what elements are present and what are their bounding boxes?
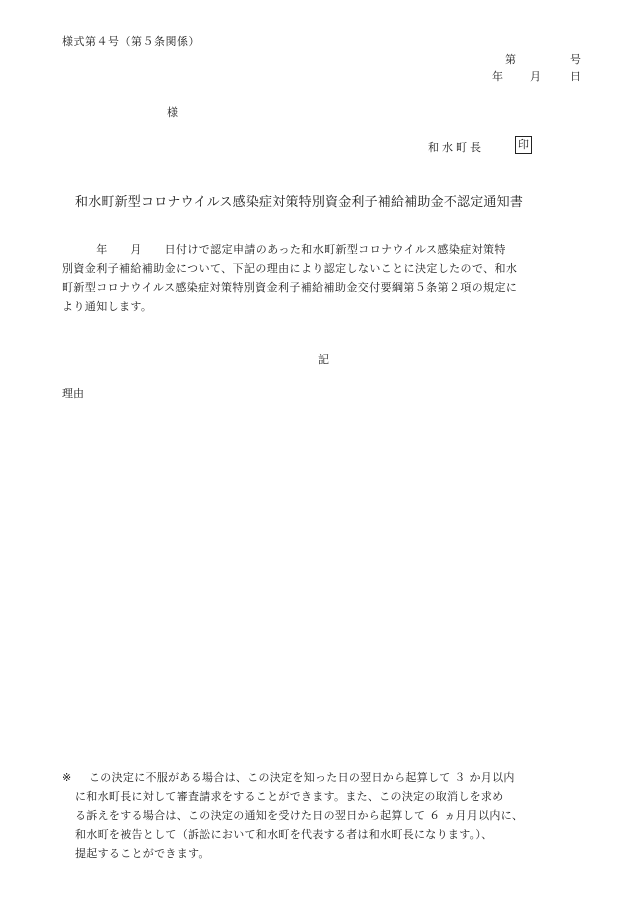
addressee-honorific: 様 [167, 106, 178, 119]
number-prefix: 第 [505, 53, 516, 66]
form-number: 様式第４号（第５条関係） [62, 35, 200, 48]
date-year: 年 [492, 70, 503, 83]
note-mark: ※ [62, 771, 72, 784]
document-title: 和水町新型コロナウイルス感染症対策特別資金利子補給補助金不認定通知書 [75, 195, 524, 210]
note-text: この決定に不服がある場合は、この決定を知った日の翌日から起算して ３ か月以内 [89, 771, 515, 784]
note-line: に和水町長に対して審査請求をすることができます。また、この決定の取消しを求め [75, 790, 504, 803]
note-line: る訴えをする場合は、この決定の通知を受けた日の翌日から起算して ６ ヵ月月以内に、 [75, 809, 524, 822]
notice-body [62, 240, 584, 316]
appeal-note [62, 768, 592, 863]
body-line: 別資金利子補給補助金について、下記の理由により認定しないことに決定したので、和水 [62, 262, 518, 275]
note-line: 提起することができます。 [75, 847, 210, 860]
note-line: 和水町を被告として（訴訟において和水町を代表する者は和水町長になります。）、 [75, 828, 493, 841]
date-month: 月 [530, 70, 541, 83]
record-heading: 記 [318, 353, 329, 366]
body-line: 町新型コロナウイルス感染症対策特別資金利子補給補助金交付要綱第５条第２項の規定に [62, 281, 518, 294]
body-line: より通知します。 [62, 300, 153, 313]
seal-box: 印 [515, 136, 532, 154]
issuer-name: 和水町長 [428, 141, 484, 154]
reason-label: 理由 [62, 387, 84, 400]
number-suffix: 号 [570, 53, 581, 66]
date-day: 日 [570, 70, 581, 83]
note-line [62, 768, 592, 787]
body-line: 年 月 日付けで認定申請のあった和水町新型コロナウイルス感染症対策特 [62, 243, 506, 256]
